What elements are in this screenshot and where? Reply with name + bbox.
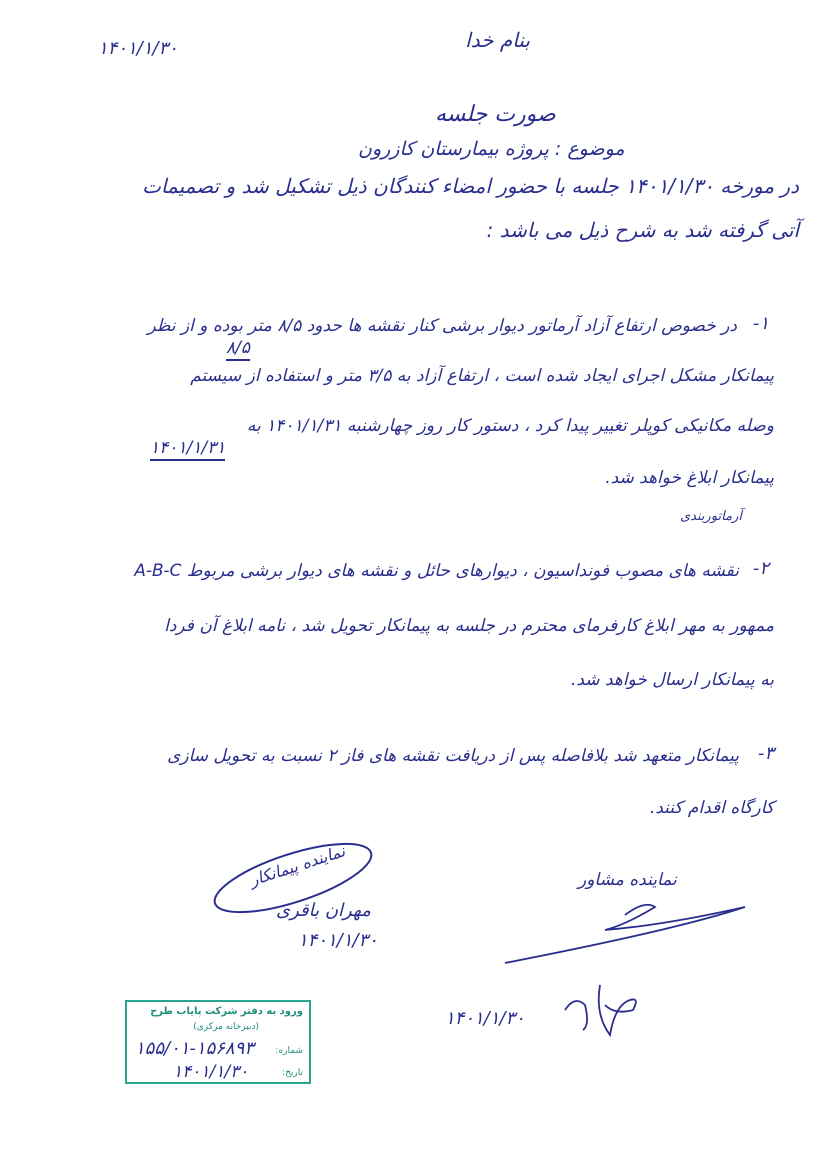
item-1-line-3: وصله مکانیکی کوپلر تغییر پیدا کرد ، دستور کار روز چهارشنبه ۱۴۰۱/۱/۳۱ به (246, 416, 774, 436)
item-2-number: ۲- (752, 558, 769, 579)
registration-stamp (125, 1000, 311, 1084)
subject-line: موضوع : پروژه بیمارستان کازرون (358, 138, 625, 160)
item-1-highlight-date: ۱۴۰۱/۱/۳۱ (150, 440, 225, 461)
stamp-date-label: تاریخ: (282, 1068, 303, 1078)
employer-date: ۱۴۰۱/۱/۳۰ (445, 1008, 525, 1029)
stamp-number-label: شماره: (275, 1046, 303, 1056)
stamp-number-value: ۱۵۵/۰۱-۱۵۶۸۹۳ (135, 1038, 254, 1059)
item-1-line-1: در خصوص ارتفاع آزاد آرماتور دیوار برشی کنار نقشه ها حدود ۸/۵ متر بوده و از نظر (147, 316, 737, 336)
employer-signature (555, 975, 645, 1045)
stamp-title: ورود به دفتر شرکت پایاب طرح (150, 1006, 303, 1017)
consultant-label: نماینده مشاور (578, 870, 677, 890)
contractor-label: نماینده پیمانکار (247, 841, 348, 890)
item-3-number: ۳- (757, 743, 774, 764)
stamp-subtitle: (دبیرخانه مرکزی) (193, 1022, 259, 1032)
intro-line-2: آتی گرفته شد به شرح ذیل می باشد : (486, 218, 799, 242)
item-3-line-1: پیمانکار متعهد شد بلافاصله پس از دریافت نقشه های فاز ۲ نسبت به تحویل سازی (167, 746, 739, 766)
item-2-line-3: به پیمانکار ارسال خواهد شد. (570, 670, 774, 690)
item-1-line-4: پیمانکار ابلاغ خواهد شد. (605, 468, 774, 488)
stamp-date-value: ۱۴۰۱/۱/۳۰ (173, 1062, 249, 1082)
item-1-number: ۱- (752, 313, 769, 334)
item-2-line-2: ممهور به مهر ابلاغ کارفرمای محترم در جلسه به پیمانکار تحویل شد ، نامه ابلاغ آن فردا (164, 616, 774, 636)
invocation: بنام خدا (465, 28, 530, 52)
contractor-name: مهران باقری (276, 900, 371, 921)
document-title: صورت جلسه (435, 102, 556, 127)
header-date: ۱۴۰۱/۱/۳۰ (98, 38, 178, 59)
item-2-line-1: نقشه های مصوب فونداسیون ، دیوارهای حائل و نقشه های دیوار برشی مربوط A-B-C (134, 561, 739, 581)
item-3-line-2: کارگاه اقدام کنند. (649, 798, 774, 818)
intro-line-1: در مورخه ۱۴۰۱/۱/۳۰ جلسه با حضور امضاء کنندگان ذیل تشکیل شد و تصمیمات (142, 174, 799, 198)
item-2-annotation: آرماتوربندی (680, 509, 742, 524)
item-1-line-2: پیمانکار مشکل اجرای ایجاد شده است ، ارتفاع آزاد به ۳/۵ متر و استفاده از سیستم (190, 366, 774, 386)
contractor-date: ۱۴۰۱/۱/۳۰ (298, 930, 378, 951)
item-1-highlight-value: ۸/۵ (226, 340, 250, 361)
consultant-signature (505, 895, 755, 970)
